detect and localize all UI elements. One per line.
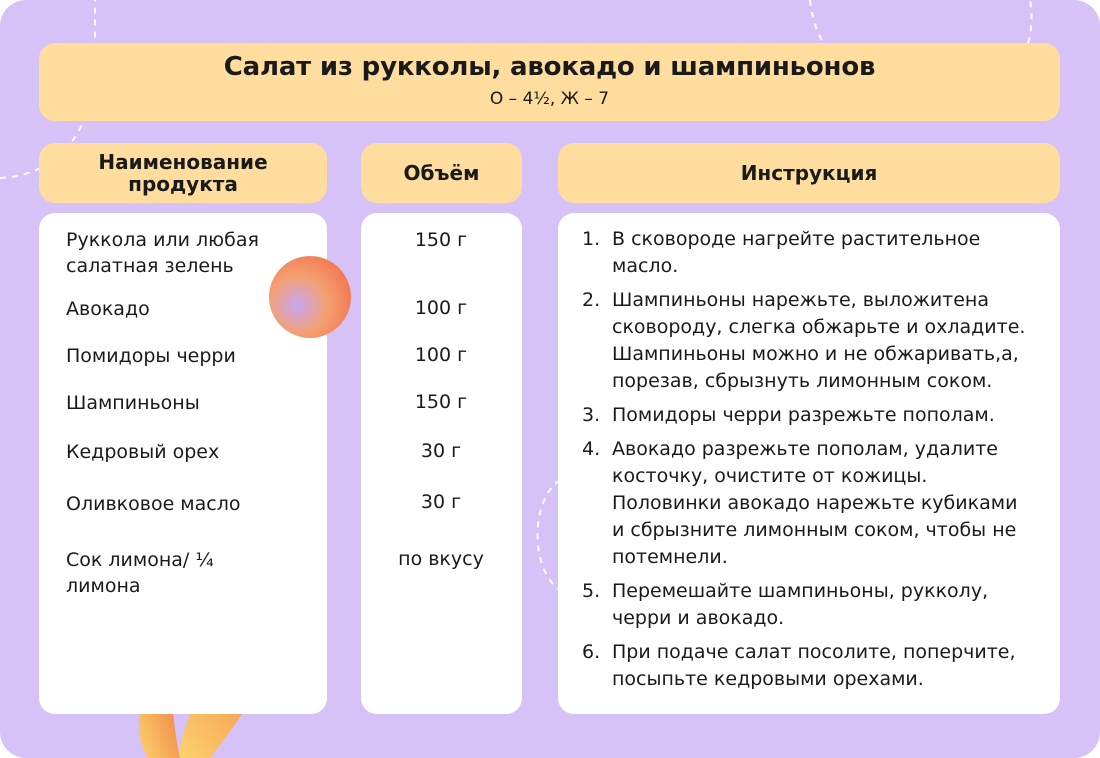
step-text: Перемешайте шампиньоны, рукколу, черри и авокадо. xyxy=(612,580,989,629)
step-text: В сковороде нагрейте растительное масло. xyxy=(612,228,981,277)
step-number: 1. xyxy=(582,228,601,250)
ingredient-name: Шампиньоны xyxy=(66,392,200,414)
instruction-step xyxy=(582,287,1032,395)
header-product-label: Наименование продукта xyxy=(98,150,268,196)
instruction-list xyxy=(582,226,1032,700)
step-number: 5. xyxy=(582,580,601,602)
ingredient-name: Авокадо xyxy=(66,298,150,320)
header-instruction-label: Инструкция xyxy=(740,161,878,185)
ingredient-volume: 30 г xyxy=(420,491,462,513)
ingredient-volume: 150 г xyxy=(414,229,468,251)
step-text: Шампиньоны нарежьте, выложитена сковороду, слегка обжарьте и охладите. Шампиньоны можно и не обжаривать,а, порезав, сбрызнуть лимонным соком. xyxy=(612,289,1026,392)
ingredient-name: Сок лимона/ ¼ лимона xyxy=(66,549,214,597)
step-number: 6. xyxy=(582,641,601,663)
step-number: 4. xyxy=(582,438,601,460)
ingredient-volume: 100 г xyxy=(414,344,468,366)
step-number: 2. xyxy=(582,289,601,311)
ingredient-name: Помидоры черри xyxy=(66,345,236,367)
instruction-step xyxy=(582,639,1032,693)
ingredient-volume: 150 г xyxy=(414,391,468,413)
ingredient-volume: 30 г xyxy=(420,440,462,462)
ingredient-name: Кедровый орех xyxy=(66,441,220,463)
instruction-step xyxy=(582,436,1032,571)
step-text: Помидоры черри разрежьте пополам. xyxy=(612,404,995,426)
instruction-step xyxy=(582,226,1032,280)
ingredient-volume: по вкусу xyxy=(398,548,484,570)
step-number: 3. xyxy=(582,404,601,426)
ingredient-volume: 100 г xyxy=(414,297,468,319)
ingredient-name: Руккола или любая салатная зелень xyxy=(66,229,259,277)
volume-column xyxy=(361,0,522,758)
step-text: Авокадо разрежьте пополам, удалите косточку, очистите от кожицы. Половинки авокадо нарежьте кубиками и сбрызните лимонным соком, чтобы не потемнели. xyxy=(612,438,1018,568)
instruction-step xyxy=(582,402,1032,429)
step-text: При подаче салат посолите, поперчите, посыпьте кедровыми орехами. xyxy=(612,641,1016,690)
ingredient-name: Оливковое масло xyxy=(66,493,241,515)
header-volume-label: Объём xyxy=(403,161,480,185)
recipe-title: Салат из рукколы, авокадо и шампиньонов xyxy=(223,52,876,82)
instruction-step xyxy=(582,578,1032,632)
instruction-column xyxy=(558,0,1060,758)
recipe-subtitle: О – 4½, Ж – 7 xyxy=(489,89,610,109)
